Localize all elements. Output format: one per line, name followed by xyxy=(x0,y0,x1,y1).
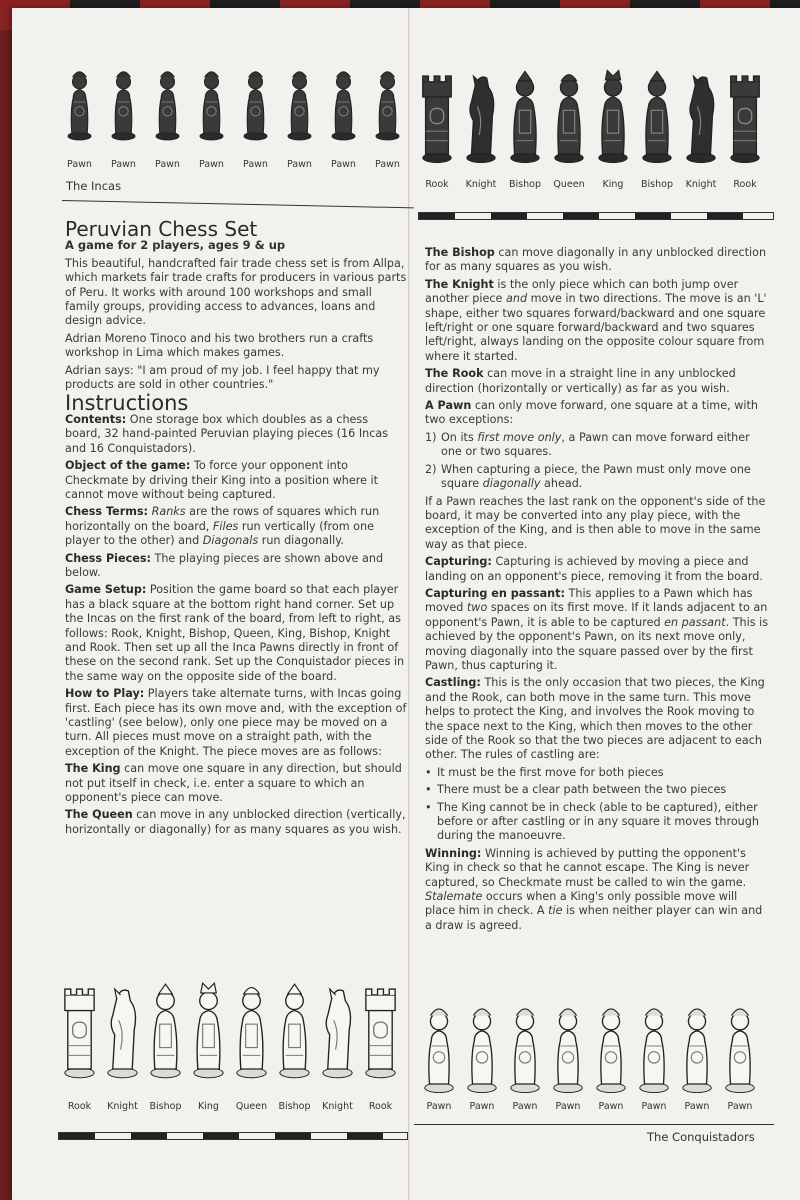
instructions-heading: Instructions xyxy=(65,391,189,416)
howto-paragraph: How to Play: Players take alternate turns, with Incas going first. Each piece has its own move and, with the exception of 'castling' (see below), only one piece may be moved on a turn. All pieces must move on a straight path, with the exception of the Knight. The piece moves are as follows: xyxy=(65,687,407,758)
piece-label: Pawn xyxy=(684,1101,710,1112)
piece-label: Rook xyxy=(425,179,449,190)
page-subtitle: A game for 2 players, ages 9 & up xyxy=(65,238,286,253)
piece-label: King xyxy=(198,1101,219,1112)
piece-label: Bishop xyxy=(509,179,541,190)
page-title: Peruvian Chess Set xyxy=(65,217,258,241)
pawn-piece xyxy=(635,994,673,1112)
piece-label: Bishop xyxy=(278,1101,311,1112)
rook-piece xyxy=(361,962,400,1112)
intro-paragraph: This beautiful, handcrafted fair trade chess set is from Allpa, which markets fair trade crafts for producers in various parts of Peru. It works with around 100 workshops and small family groups, providing access to advances, loans and design advice. xyxy=(65,256,407,328)
pieces-paragraph: Chess Pieces: The playing pieces are shown above and below. xyxy=(65,551,384,579)
en-passant-paragraph: Capturing en passant: This applies to a Pawn which has moved two spaces on its first move. If it lands adjacent to an opponent's Pawn, it is able to be captured en passant. This is achieved by the opponent's Pawn, on its next move only, moving diagonally into the square passed over by the first Pawn, thus capturing it. xyxy=(425,586,769,672)
pawn-icon xyxy=(64,48,95,156)
piece-label: Pawn xyxy=(555,1101,581,1112)
castling-rule: • The King cannot be in check (able to be captured), either before or after castling or in any square it moves through during the manoeuvre. xyxy=(425,800,759,843)
king-icon xyxy=(594,56,632,176)
piece-label: King xyxy=(602,179,624,190)
bishop-icon xyxy=(638,56,676,176)
pawn-piece xyxy=(152,48,183,170)
castling-rule: • It must be the first move for both pieces xyxy=(425,765,664,779)
pawn-icon xyxy=(328,48,359,156)
piece-label: Bishop xyxy=(641,179,673,190)
object-paragraph: Object of the game: To force your opponent into Checkmate by driving their King into a position where it cannot move without being captured. xyxy=(65,459,379,501)
pawn-piece xyxy=(64,48,95,170)
queen-paragraph: The Queen can move in any unblocked direction (vertically, horizontally or diagonally) for as many squares as you wish. xyxy=(65,808,406,836)
pawn-icon xyxy=(463,994,501,1098)
piece-label: Queen xyxy=(235,1101,268,1112)
rook-paragraph: The Rook can move in a straight line in any unblocked direction (horizontally or vertically) as far as you wish. xyxy=(425,367,736,395)
piece-label: Pawn xyxy=(598,1101,624,1112)
piece-label: Knight xyxy=(685,179,717,190)
pawn-piece xyxy=(108,48,139,170)
pawn-exception-2: 2) When capturing a piece, the Pawn must only move one square diagonally ahead. xyxy=(425,462,751,491)
bishop-piece xyxy=(146,962,185,1112)
pawn-piece xyxy=(506,994,544,1112)
pawn-piece xyxy=(420,994,458,1112)
pawn-icon xyxy=(592,994,630,1098)
rook-piece xyxy=(60,962,99,1112)
conquistador-back-row xyxy=(60,962,400,1112)
king-piece xyxy=(189,962,228,1112)
piece-label: Bishop xyxy=(149,1101,182,1112)
pawn-icon xyxy=(196,48,227,156)
queen-piece xyxy=(550,56,588,190)
piece-label: Rook xyxy=(368,1101,393,1112)
piece-label: Pawn xyxy=(375,159,400,170)
knight-piece xyxy=(682,56,720,190)
pawn-icon xyxy=(678,994,716,1098)
pawn-piece xyxy=(592,994,630,1112)
inca-pawns-row xyxy=(64,48,403,170)
knight-icon xyxy=(318,962,357,1098)
pawn-piece xyxy=(463,994,501,1112)
pawn-icon xyxy=(284,48,315,156)
rook-icon xyxy=(60,962,99,1098)
pawn-exception-1: 1) On its first move only, a Pawn can move forward either one or two squares. xyxy=(425,430,750,459)
pawn-icon xyxy=(152,48,183,156)
conquistador-checker-strip xyxy=(58,1132,408,1140)
pawn-piece xyxy=(372,48,403,170)
pawn-icon xyxy=(108,48,139,156)
piece-label: Pawn xyxy=(469,1101,495,1112)
piece-label: Pawn xyxy=(199,159,224,170)
piece-label: Knight xyxy=(465,179,497,190)
castling-paragraph: Castling: This is the only occasion that two pieces, the King and the Rook, can both move in the same turn. This move helps to protect the King, and involves the Rook moving to the space next to the King, which then moves to the other side of the Rook so that the two pieces are adjacent to each other. The rules of castling are: xyxy=(425,676,765,762)
queen-piece xyxy=(232,962,271,1112)
conquistadors-label: The Conquistadors xyxy=(647,1130,755,1144)
knight-piece xyxy=(462,56,500,190)
piece-label: Pawn xyxy=(155,159,180,170)
piece-label: Pawn xyxy=(243,159,268,170)
rook-piece xyxy=(418,56,456,190)
piece-label: Pawn xyxy=(331,159,356,170)
pawn-piece xyxy=(328,48,359,170)
pawn-icon xyxy=(372,48,403,156)
intro-quote: Adrian says: "I am proud of my job. I feel happy that my products are sold in other countries." xyxy=(65,363,380,392)
rook-icon xyxy=(726,56,764,176)
knight-paragraph: The Knight is the only piece which can both jump over another piece and move in two directions. The move is an 'L' shape, either two squares forward/backward and one square left/right or one square forward/backward and two squares left/right, always landing on the opposite colour square from where it started. xyxy=(425,277,767,363)
piece-label: Rook xyxy=(67,1101,92,1112)
intro-paragraph: Adrian Moreno Tinoco and his two brothers run a crafts workshop in Lima which makes games. xyxy=(65,331,374,360)
pawn-icon xyxy=(420,994,458,1098)
rook-icon xyxy=(361,962,400,1098)
piece-label: Knight xyxy=(322,1101,353,1112)
piece-label: Knight xyxy=(107,1101,138,1112)
sheet-fold xyxy=(408,8,410,1200)
knight-icon xyxy=(103,962,142,1098)
queen-icon xyxy=(232,962,271,1098)
pawn-icon xyxy=(240,48,271,156)
pawn-piece xyxy=(284,48,315,170)
knight-icon xyxy=(682,56,720,176)
setup-paragraph: Game Setup: Position the game board so that each player has a black square at the bottom right hand corner. Set up the Incas on the first rank of the board, from left to right, as follows: Rook, Knight, Bishop, Queen, King, Bishop, Knight and Rook. Then set up all the Inca Pawns directly in front of these on the second rank. Set up the Conquistador pieces in the same way on the opposite side of the board. xyxy=(65,583,405,683)
bishop-piece xyxy=(638,56,676,190)
pawn-icon xyxy=(549,994,587,1098)
terms-paragraph: Chess Terms: Ranks are the rows of squares which run horizontally on the board, Files run vertically (from one player to the other) and Diagonals run diagonally. xyxy=(65,505,380,548)
incas-label: The Incas xyxy=(66,179,122,193)
pawn-piece xyxy=(549,994,587,1112)
piece-label: Pawn xyxy=(641,1101,667,1112)
inca-checker-strip xyxy=(418,212,774,220)
rook-piece xyxy=(726,56,764,190)
bishop-icon xyxy=(506,56,544,176)
pawn-paragraph: A Pawn can only move forward, one square at a time, with two exceptions: xyxy=(425,399,758,427)
king-icon xyxy=(189,962,228,1098)
conquistador-pawns-row xyxy=(420,994,759,1112)
knight-icon xyxy=(462,56,500,176)
piece-label: Queen xyxy=(553,179,585,190)
left-column xyxy=(65,217,407,840)
pawn-piece xyxy=(196,48,227,170)
contents-paragraph: Contents: One storage box which doubles as a chess board, 32 hand-painted Peruvian playing pieces (16 Incas and 16 Conquistadors). xyxy=(65,412,389,455)
winning-paragraph: Winning: Winning is achieved by putting the opponent's King in check so that he cannot escape. The King is never captured, so Checkmate must be called to win the game. Stalemate occurs when a King's only possible move will place him in check. A tie is when neither player can win and a draw is agreed. xyxy=(425,846,763,932)
king-piece xyxy=(594,56,632,190)
inca-back-row xyxy=(418,56,764,190)
pawn-piece xyxy=(721,994,759,1112)
rook-icon xyxy=(418,56,456,176)
castling-rule: • There must be a clear path between the two pieces xyxy=(425,783,727,797)
bishop-icon xyxy=(146,962,185,1098)
bishop-icon xyxy=(275,962,314,1098)
conquistadors-underline xyxy=(414,1124,774,1125)
promotion-paragraph: If a Pawn reaches the last rank on the opponent's side of the board, it may be converted into any play piece, with the exception of the King, and is then able to move in the same way as that piece. xyxy=(425,494,766,551)
piece-label: Pawn xyxy=(727,1101,753,1112)
knight-piece xyxy=(318,962,357,1112)
pawn-piece xyxy=(678,994,716,1112)
pawn-piece xyxy=(240,48,271,170)
pawn-icon xyxy=(506,994,544,1098)
piece-label: Pawn xyxy=(426,1101,452,1112)
knight-piece xyxy=(103,962,142,1112)
piece-label: Pawn xyxy=(287,159,312,170)
king-paragraph: The King can move one square in any direction, but should not put itself in check, i.e. enter a square to which an opponent's piece can move. xyxy=(65,762,402,805)
queen-icon xyxy=(550,56,588,176)
right-column xyxy=(425,246,770,936)
piece-label: Pawn xyxy=(512,1101,538,1112)
capturing-paragraph: Capturing: Capturing is achieved by moving a piece and landing on an opponent's piece, removing it from the board. xyxy=(425,555,763,583)
piece-label: Rook xyxy=(733,179,757,190)
piece-label: Pawn xyxy=(111,159,136,170)
piece-label: Pawn xyxy=(67,159,92,170)
pawn-icon xyxy=(635,994,673,1098)
bishop-piece xyxy=(275,962,314,1112)
bishop-piece xyxy=(506,56,544,190)
bishop-paragraph: The Bishop can move diagonally in any unblocked direction for as many squares as you wish. xyxy=(425,246,767,274)
pawn-icon xyxy=(721,994,759,1098)
